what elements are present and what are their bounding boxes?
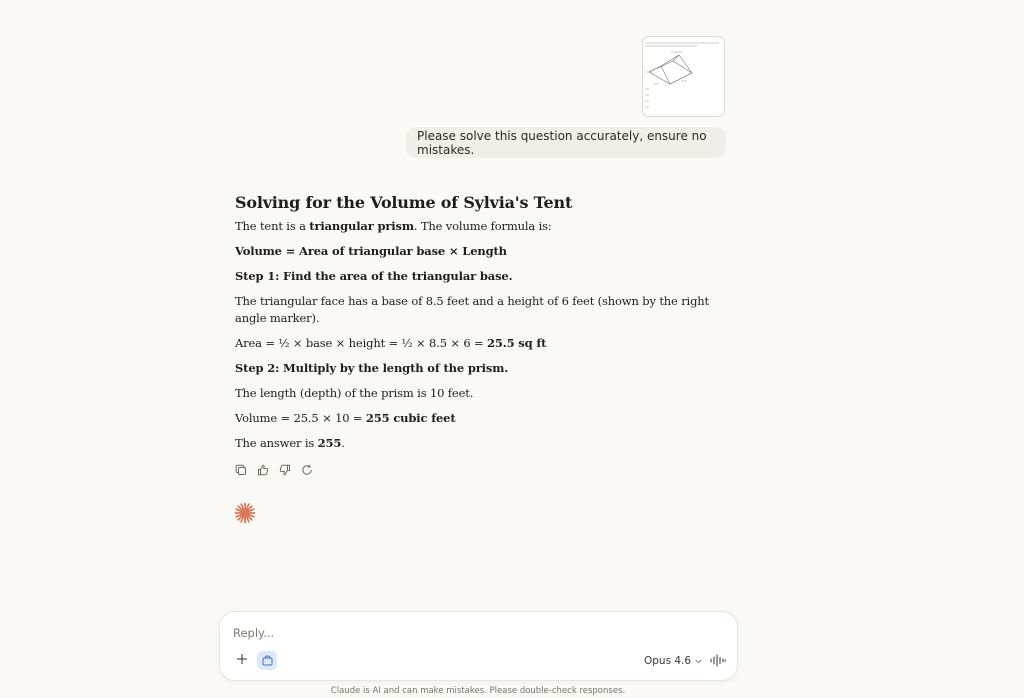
- claude-spark-icon: [234, 502, 256, 524]
- response-intro: [235, 218, 715, 235]
- plus-icon: [236, 653, 248, 665]
- intro-bold: triangular prism: [309, 219, 414, 233]
- attached-image-thumbnail[interactable]: [642, 36, 725, 117]
- copy-icon[interactable]: [234, 463, 248, 477]
- answer-line: [235, 435, 715, 452]
- add-attachment-button[interactable]: [233, 650, 251, 668]
- step1-heading-text: Step 1: Find the area of the triangular base.: [235, 269, 513, 283]
- area-calculation: [235, 335, 715, 352]
- reply-input[interactable]: [233, 625, 713, 641]
- answer-text: The answer is: [235, 436, 318, 450]
- waveform-icon: [710, 654, 726, 667]
- response-title: Solving for the Volume of Sylvia's Tent: [235, 193, 573, 212]
- response-actions: [234, 463, 314, 477]
- response-formula: [235, 243, 715, 260]
- thumbs-down-icon[interactable]: [278, 463, 292, 477]
- intro-text: The tent is a: [235, 219, 310, 233]
- voice-mode-button[interactable]: [709, 652, 727, 668]
- user-message-bubble: [406, 127, 726, 158]
- step1-heading: [235, 268, 715, 285]
- user-message-text: Please solve this question accurately, ensure no mistakes.: [417, 128, 707, 157]
- formula-text: Volume = Area of triangular base × Length: [235, 244, 507, 258]
- tent-problem-image: [643, 37, 725, 117]
- chevron-down-icon: [695, 659, 702, 664]
- intro-text-end: . The volume formula is:: [413, 219, 552, 233]
- step1-text: The triangular face has a base of 8.5 feet and a height of 6 feet (shown by the right angle marker).: [235, 294, 710, 325]
- step2-heading: [235, 360, 715, 377]
- model-label: Opus 4.6: [644, 655, 692, 667]
- volume-calculation: [235, 410, 715, 427]
- reply-composer: [219, 611, 738, 681]
- retry-icon[interactable]: [300, 463, 314, 477]
- tools-button[interactable]: [257, 651, 277, 670]
- volume-text: Volume = 25.5 × 10 =: [235, 411, 366, 425]
- volume-result: 255 cubic feet: [365, 411, 456, 425]
- step2-text: The length (depth) of the prism is 10 feet.: [235, 386, 474, 400]
- area-result: 25.5 sq ft: [487, 336, 547, 350]
- step2-heading-text: Step 2: Multiply by the length of the prism.: [235, 361, 509, 375]
- disclaimer-text: Claude is AI and can make mistakes. Please double-check responses.: [330, 686, 626, 696]
- assistant-response: [235, 193, 715, 460]
- answer-value: 255: [317, 436, 342, 450]
- answer-period: .: [341, 436, 345, 450]
- area-text: Area = ½ × base × height = ½ × 8.5 × 6 =: [235, 336, 488, 350]
- thumbs-up-icon[interactable]: [256, 463, 270, 477]
- briefcase-icon: [262, 655, 273, 666]
- model-selector[interactable]: [644, 654, 702, 668]
